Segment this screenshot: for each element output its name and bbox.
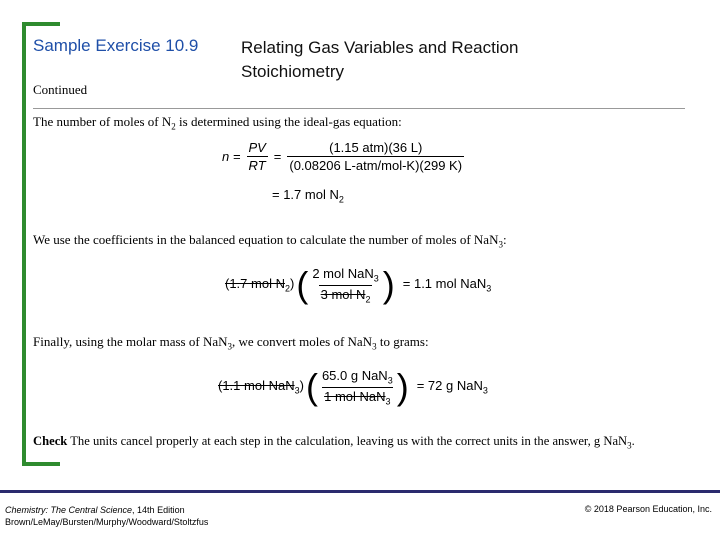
eq2-num-sub: 3 — [373, 273, 379, 284]
p2-sub: 3 — [498, 239, 503, 250]
eq3-given-text: (1.1 mol NaN — [218, 378, 295, 394]
footer-authors: Brown/LeMay/Bursten/Murphy/Woodward/Stoltzfus — [5, 517, 209, 527]
check-sub: 3 — [627, 440, 632, 451]
eq3-given: (1.1 mol NaN$_3$) — [218, 378, 304, 396]
continued-label: Continued — [33, 82, 88, 97]
eq1-result — [272, 187, 464, 205]
eq3-ratio — [320, 368, 395, 406]
eq3-result-sub: 3 — [482, 385, 488, 396]
eq2-den-text: 3 mol N — [320, 286, 366, 302]
eq1-rt: RT — [248, 158, 266, 173]
eq3-result-text: = 72 g NaN — [416, 378, 483, 394]
frame-bracket-bottom — [22, 462, 60, 466]
eq2-num-text: 2 mol NaN — [312, 266, 374, 281]
eq3-result — [417, 378, 488, 396]
exercise-title — [241, 36, 519, 84]
eq2-denominator — [319, 285, 373, 305]
paragraph-moles-n2 — [33, 114, 402, 132]
eq2-result — [403, 276, 491, 294]
p1-text-a: The number of moles of N — [33, 114, 172, 129]
check-label: Check — [33, 434, 68, 448]
eq3-denominator — [322, 387, 392, 407]
p3-text-a: Finally, using the molar mass of NaN — [33, 334, 228, 349]
p1-sub: 2 — [171, 121, 176, 132]
eq2-numerator — [310, 266, 380, 285]
footer-book-title: Chemistry: The Central Science — [5, 505, 133, 515]
eq3-num-text: 65.0 g NaN — [321, 368, 388, 383]
p2-text-a: We use the coefficients in the balanced equation to calculate the number of moles of NaN — [33, 232, 499, 247]
p3-sub-1: 3 — [227, 341, 232, 352]
paragraph-check — [33, 434, 635, 451]
footer-citation — [5, 504, 208, 528]
footer-book-line — [5, 504, 208, 516]
eq2-result-sub: 3 — [486, 283, 492, 294]
eq2-ratio — [310, 266, 380, 304]
eq1-lhs: n = — [222, 149, 241, 164]
equation-ideal-gas — [222, 140, 464, 205]
p2-text-b: : — [502, 232, 507, 247]
eq3-den-sub: 3 — [385, 396, 391, 407]
paragraph-moles-nan3 — [33, 232, 507, 250]
p3-text-b: , we convert moles of NaN — [232, 334, 373, 349]
eq2-given-sub: 2 — [284, 283, 290, 294]
eq3-numerator — [320, 368, 395, 387]
frame-bracket-top — [22, 22, 60, 26]
exercise-number: Sample Exercise 10.9 — [33, 36, 199, 55]
p3-text-c: to grams: — [376, 334, 429, 349]
eq1-equals: = — [273, 149, 282, 164]
eq2-den-sub: 2 — [365, 294, 371, 305]
footer-divider — [0, 490, 720, 493]
check-text: The units cancel properly at each step in the calculation, leaving us with the correct units in the answer, g NaN — [67, 434, 628, 448]
eq1-denominator: (0.08206 L-atm/mol-K)(299 K) — [289, 158, 463, 173]
title-line-2: Stoichiometry — [241, 62, 344, 81]
footer-edition: , 14th Edition — [132, 505, 185, 515]
eq2-result-text: = 1.1 mol NaN — [402, 276, 487, 292]
eq2-given: (1.7 mol $N_2$) — [225, 276, 295, 294]
frame-bracket-left — [22, 22, 26, 464]
eq1-result-text: = 1.7 mol N — [272, 187, 339, 202]
eq1-pv: PV — [248, 140, 266, 155]
equation-mole-ratio: (1.7 mol $N_2$) ( $\frac{2 mol NaN_3}{3 mol N_2}$ ) = 1.1 mol NaN$_3$ — [225, 264, 492, 306]
eq3-den-text: 1 mol NaN — [324, 388, 386, 404]
p3-sub-2: 3 — [372, 341, 377, 352]
eq3-given-sub: 3 — [294, 385, 300, 396]
p1-text-b: is determined using the ideal-gas equation: — [175, 114, 402, 129]
footer-copyright: © 2018 Pearson Education, Inc. — [584, 504, 712, 514]
paragraph-grams-nan3 — [33, 334, 429, 352]
header-divider — [33, 108, 685, 109]
eq2-given-text: (1.7 mol N — [225, 276, 285, 292]
eq1-value-fraction — [287, 140, 464, 173]
eq1-numerator: (1.15 atm)(36 L) — [329, 140, 423, 155]
title-line-1: Relating Gas Variables and Reaction — [241, 38, 519, 57]
eq1-pv-over-rt — [246, 140, 267, 173]
eq3-num-sub: 3 — [387, 375, 393, 386]
check-end: . — [631, 434, 635, 448]
equation-molar-mass: (1.1 mol NaN$_3$) ( $\frac{65.0 g NaN_3}{1 mol NaN_3}$ ) = 72 g NaN$_3$ — [218, 366, 488, 408]
eq1-result-sub: 2 — [338, 194, 344, 205]
